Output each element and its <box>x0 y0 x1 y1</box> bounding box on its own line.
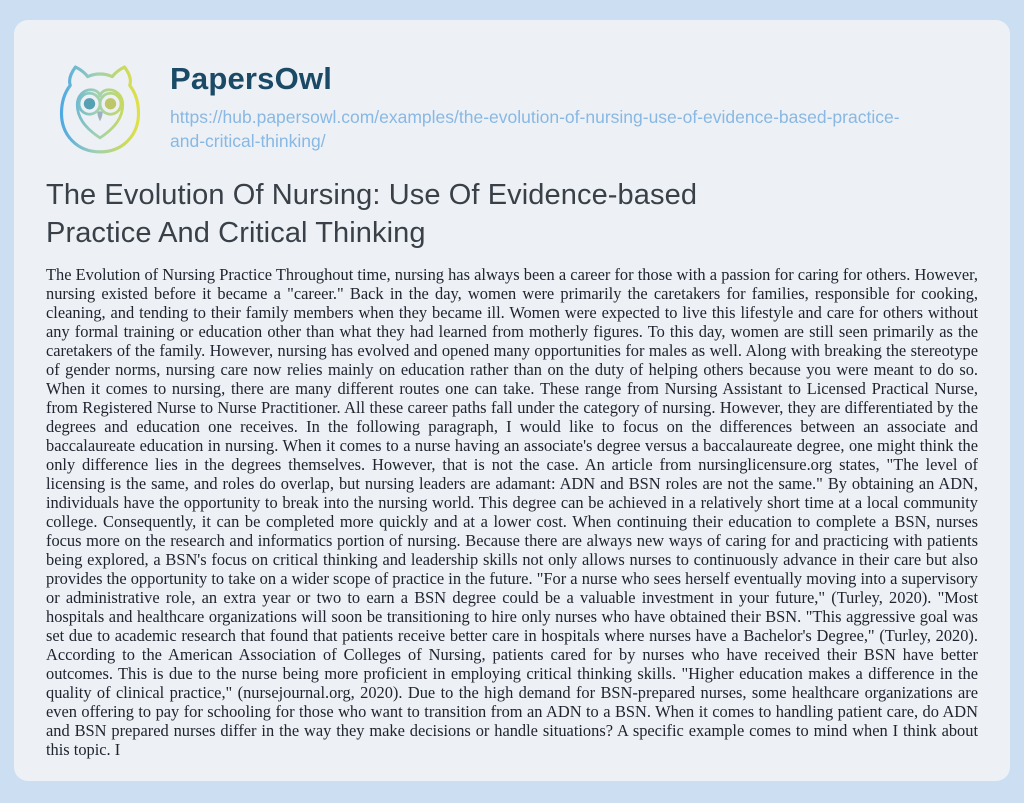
owl-beak <box>97 111 102 121</box>
brand-text-block <box>170 60 905 153</box>
owl-logo-icon <box>56 60 144 158</box>
essay-body: The Evolution of Nursing Practice Throughout time, nursing has always been a career for those with a passion for caring for others. However, nursing existed before it became a "career." Back in the day, women were primarily the caretakers for families, responsible for cooking, cleaning, and tending to their family members when they became ill. Women were expected to live this lifestyle and care for others without any formal training or education other than what they had learned from motherly figures. To this day, women are still seen primarily as the caretakers of the family. However, nursing has evolved and opened many opportunities for males as well. Along with breaking the stereotype of gender norms, nursing care now relies mainly on education rather than on the duty of helping others because you were meant to do so. When it comes to nursing, there are many different routes one can take. These range from Nursing Assistant to Licensed Practical Nurse, from Registered Nurse to Nurse Practitioner. All these career paths fall under the category of nursing. However, they are differentiated by the degrees and education one receives. In the following paragraph, I would like to focus on the differences between an associate and baccalaureate education in nursing. When it comes to a nurse having an associate's degree versus a baccalaureate degree, one might think the only difference lies in the degrees themselves. However, that is not the case. An article from nursinglicensure.org states, "The level of licensing is the same, and roles do overlap, but nursing leaders are adamant: ADN and BSN roles are not the same." By obtaining an ADN, individuals have the opportunity to break into the nursing world. This degree can be achieved in a relatively short time at a local community college. Consequently, it can be completed more quickly and at a lower cost. When continuing their education to complete a BSN, nurses focus more on the research and informatics portion of nursing. Because there are always new ways of caring for and practicing with patients being explored, a BSN's focus on critical thinking and leadership skills not only allows nurses to continuously advance in their care but also provides the opportunity to take on a wider scope of practice in the future. "For a nurse who sees herself eventually moving into a supervisory or administrative role, an extra year or two to earn a BSN degree could be a valuable investment in your future," (Turley, 2020). "Most hospitals and healthcare organizations will soon be transitioning to hire only nurses who have obtained their BSN. "This aggressive goal was set due to academic research that found that patients receive better care in hospitals where nurses have a Bachelor's Degree," (Turley, 2020). According to the American Association of Colleges of Nursing, patients cared for by nurses who have received their BSN have better outcomes. This is due to the nurse being more proficient in employing critical thinking skills. "Higher education makes a difference in the quality of clinical practice," (nursejournal.org, 2020). Due to the high demand for BSN-prepared nurses, some healthcare organizations are even offering to pay for schooling for those who want to transition from an ADN to a BSN. When it comes to handling patient care, do ADN and BSN prepared nurses differ in the way they make decisions or handle situations? A specific example comes to mind when I think about this topic. I <box>46 265 978 759</box>
brand-name: PapersOwl <box>170 61 333 96</box>
document-card <box>14 20 1010 781</box>
page-url-link[interactable]: https://hub.papersowl.com/examples/the-evolution-of-nursing-use-of-evidence-based-practice-and-critical-thinking/ <box>170 107 900 151</box>
brand-header <box>56 60 978 158</box>
page-title: The Evolution Of Nursing: Use Of Evidence-based Practice And Critical Thinking <box>46 179 698 249</box>
owl-left-eye <box>84 98 95 109</box>
owl-right-eye <box>105 98 116 109</box>
papersowl-logo[interactable] <box>56 60 144 158</box>
